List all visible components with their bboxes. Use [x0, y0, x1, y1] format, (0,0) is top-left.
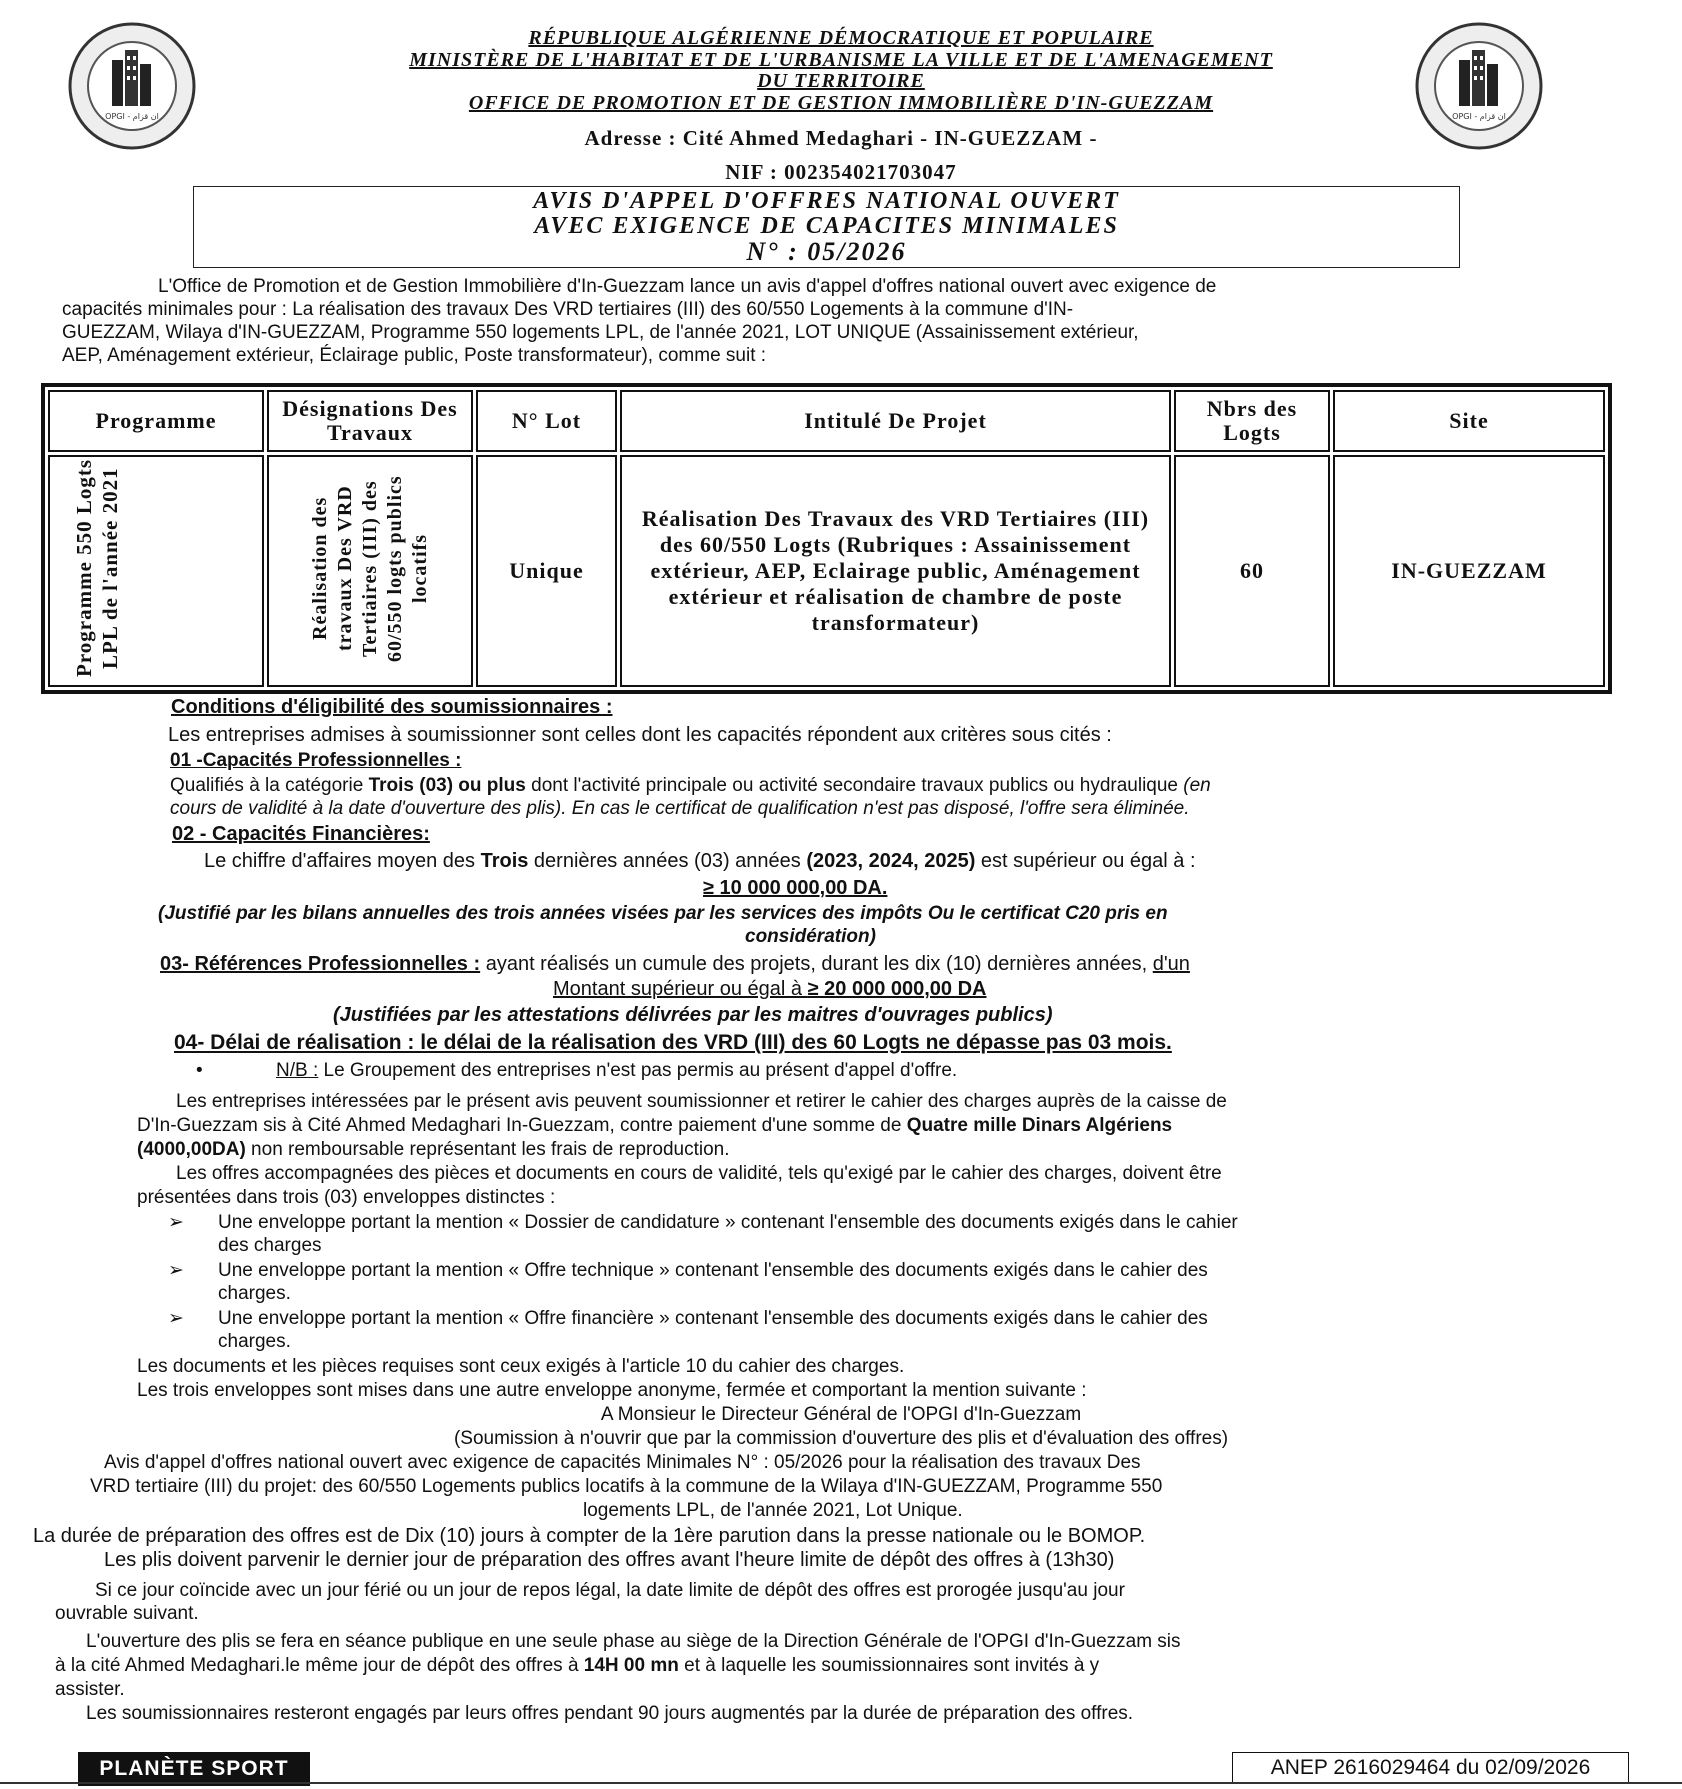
offres-line-2: présentées dans trois (03) enveloppes distinctes : [137, 1187, 556, 1208]
ouverture-plis-3: assister. [55, 1679, 125, 1700]
col-programme: Programme [48, 390, 264, 452]
capacites-professionnelles-line-2: cours de validité à la date d'ouverture des plis). En cas le certificat de qualification n'est pas disposé, l'offre sera éliminée. [170, 798, 1190, 819]
anep-reference: ANEP 2616029464 du 02/09/2026 [1232, 1752, 1629, 1784]
references-justification: (Justifiées par les attestations délivrées par les maitres d'ouvrages publics) [333, 1004, 1053, 1026]
col-designations: Désignations Des Travaux [267, 390, 473, 452]
references-line-2: Montant supérieur ou égal à ≥ 20 000 000,00 DA [553, 978, 987, 1000]
capacites-financieres-amount: ≥ 10 000 000,00 DA. [703, 877, 888, 899]
intro-line-2: capacités minimales pour : La réalisation des travaux Des VRD tertiaires (III) des 60/550 Logements à la commune d'IN- [62, 299, 1074, 320]
header-address: Adresse : Cité Ahmed Medaghari - IN-GUEZZAM - [584, 126, 1098, 150]
enveloppe-technique-line-2: charges. [218, 1283, 291, 1304]
header-ministry: MINISTÈRE DE L'HABITAT ET DE L'URBANISME LA VILLE ET DE L'AMENAGEMENT [409, 49, 1273, 71]
retrait-line-3: (4000,00DA) non remboursable représentant les frais de reproduction. [137, 1139, 730, 1160]
col-intitule: Intitulé De Projet [620, 390, 1171, 452]
cell-intitule: Réalisation Des Travaux des VRD Tertiaires (III) des 60/550 Logts (Rubriques : Assainissement extérieur, AEP, Eclairage public, Aménagement extérieur et réalisation de chambre de poste transformateur) [620, 455, 1171, 687]
col-lot: N° Lot [476, 390, 617, 452]
enveloppe-candidature-line-1: Une enveloppe portant la mention « Dossier de candidature » contenant l'ensemble des documents exigés dans le cahier [218, 1212, 1238, 1233]
engagement: Les soumissionnaires resteront engagés par leurs offres pendant 90 jours augmentés par la durée de préparation des offres. [86, 1703, 1134, 1724]
enveloppe-anonyme: Les trois enveloppes sont mises dans une autre enveloppe anonyme, fermée et comportant la mention suivante : [137, 1380, 1087, 1401]
title-line-2: AVEC EXIGENCE DE CAPACITES MINIMALES [534, 213, 1119, 239]
capacites-financieres-justification-2: considération) [745, 926, 876, 947]
cell-lot: Unique [476, 455, 617, 687]
nb-note: N/B : Le Groupement des entreprises n'est pas permis au présent d'appel d'offre. [276, 1060, 958, 1081]
avis-line-2: VRD tertiaire (III) du projet: des 60/550 Logements publics locatifs à la commune de la Wilaya d'IN-GUEZZAM, Programme 550 [90, 1476, 1163, 1497]
project-table [41, 383, 1612, 694]
offres-line-1: Les offres accompagnées des pièces et documents en cours de validité, tels qu'exigé par le cahier des charges, doivent être [176, 1163, 1222, 1184]
arrow-icon: ➢ [168, 1212, 184, 1233]
avis-line-3: logements LPL, de l'année 2021, Lot Unique. [583, 1500, 963, 1521]
references-line-1: 03- Références Professionnelles : ayant réalisés un cumule des projets, durant les dix (10) dernières années, d'un [160, 953, 1190, 975]
capacites-financieres-line: Le chiffre d'affaires moyen des Trois dernières années (03) années (2023, 2024, 2025) est supérieur ou égal à : [204, 850, 1196, 872]
capacites-professionnelles-title: 01 -Capacités Professionnelles : [170, 750, 462, 771]
footer-divider [0, 1782, 1682, 1784]
cell-site: IN-GUEZZAM [1333, 455, 1605, 687]
svg-text:OPGI - ان قزام: OPGI - ان قزام [1452, 112, 1506, 121]
capacites-financieres-title: 02 - Capacités Financières: [172, 823, 430, 845]
arrow-icon: ➢ [168, 1260, 184, 1281]
delai-realisation: 04- Délai de réalisation : le délai de la réalisation des VRD (III) des 60 Logts ne dépasse pas 03 mois. [174, 1031, 1172, 1054]
jour-ferie-2: ouvrable suivant. [55, 1603, 199, 1624]
table-header-row [48, 390, 1605, 452]
soumission-mention: (Soumission à n'ouvrir que par la commission d'ouverture des plis et d'évaluation des offres) [453, 1428, 1229, 1449]
arrow-icon: ➢ [168, 1308, 184, 1329]
enveloppe-candidature-line-2: des charges [218, 1235, 322, 1256]
publication-name: PLANÈTE SPORT [78, 1752, 310, 1786]
bullet-icon: • [196, 1060, 203, 1081]
header-republic: RÉPUBLIQUE ALGÉRIENNE DÉMOCRATIQUE ET POPULAIRE [528, 27, 1154, 49]
title-box [193, 186, 1460, 268]
capacites-financieres-justification-1: (Justifié par les bilans annuelles des trois années visées par les services des impôts Ou le certificat C20 pris en [158, 903, 1168, 924]
svg-text:OPGI - ان قزام: OPGI - ان قزام [105, 112, 159, 121]
cell-programme: Programme 550 Logts LPL de l'année 2021 [48, 455, 264, 687]
ouverture-plis-1: L'ouverture des plis se fera en séance publique en une seule phase au siège de la Direction Générale de l'OPGI d'In-Guezzam sis [86, 1631, 1181, 1652]
avis-line-1: Avis d'appel d'offres national ouvert avec exigence de capacités Minimales N° : 05/2026 pour la réalisation des travaux Des [104, 1452, 1141, 1473]
cell-nbrs: 60 [1174, 455, 1330, 687]
duree-preparation-1: La durée de préparation des offres est de Dix (10) jours à compter de la 1ère parution dans la presse nationale ou le BOMOP. [33, 1525, 1146, 1547]
title-number: N° : 05/2026 [746, 237, 907, 266]
conditions-intro: Les entreprises admises à soumissionner sont celles dont les capacités répondent aux critères sous cités : [168, 724, 1112, 746]
destinataire: A Monsieur le Directeur Général de l'OPGI d'In-Guezzam [600, 1404, 1082, 1425]
capacites-professionnelles-line-1: Qualifiés à la catégorie Trois (03) ou plus dont l'activité principale ou activité secondaire travaux publics ou hydraulique (en [170, 775, 1211, 796]
intro-line-1: L'Office de Promotion et de Gestion Immobilière d'In-Guezzam lance un avis d'appel d'offres national ouvert avec exigence de [158, 276, 1217, 297]
title-line-1: AVIS D'APPEL D'OFFRES NATIONAL OUVERT [533, 188, 1120, 214]
conditions-title: Conditions d'éligibilité des soumissionnaires : [171, 696, 613, 718]
cell-designation: Réalisation des travaux Des VRD Tertiaires (III) des 60/550 logts publics locatifs [267, 455, 473, 687]
header-office: OFFICE DE PROMOTION ET DE GESTION IMMOBILIÈRE D'IN-GUEZZAM [468, 92, 1214, 114]
intro-line-4: AEP, Aménagement extérieur, Éclairage public, Poste transformateur), comme suit : [62, 345, 767, 366]
ouverture-plis-2: à la cité Ahmed Medaghari.le même jour de dépôt des offres à 14H 00 mn et à laquelle les soumissionnaires sont invités à y [55, 1655, 1100, 1676]
duree-preparation-2: Les plis doivent parvenir le dernier jour de préparation des offres avant l'heure limite de dépôt des offres à (13h30) [104, 1549, 1115, 1571]
col-site: Site [1333, 390, 1605, 452]
header-nif: NIF : 002354021703047 [725, 160, 957, 184]
retrait-line-1: Les entreprises intéressées par le présent avis peuvent soumissionner et retirer le cahier des charges auprès de la caisse de [176, 1091, 1227, 1112]
enveloppe-financiere-line-1: Une enveloppe portant la mention « Offre financière » contenant l'ensemble des documents exigés dans le cahier des [218, 1308, 1208, 1329]
intro-line-3: GUEZZAM, Wilaya d'IN-GUEZZAM, Programme 550 logements LPL, de l'année 2021, LOT UNIQUE (Assainissement extérieur, [62, 322, 1139, 343]
retrait-line-2: D'In-Guezzam sis à Cité Ahmed Medaghari In-Guezzam, contre paiement d'une somme de Quatre mille Dinars Algériens [137, 1115, 1173, 1136]
header-territory: DU TERRITOIRE [757, 70, 925, 92]
col-nbrs: Nbrs des Logts [1174, 390, 1330, 452]
enveloppe-financiere-line-2: charges. [218, 1331, 291, 1352]
documents-requis: Les documents et les pièces requises sont ceux exigés à l'article 10 du cahier des charges. [137, 1356, 905, 1377]
jour-ferie-1: Si ce jour coïncide avec un jour férié ou un jour de repos légal, la date limite de dépôt des offres est prorogée jusqu'au jour [95, 1580, 1125, 1601]
enveloppe-technique-line-1: Une enveloppe portant la mention « Offre technique » contenant l'ensemble des documents exigés dans le cahier des [218, 1260, 1208, 1281]
table-row [48, 455, 1605, 687]
